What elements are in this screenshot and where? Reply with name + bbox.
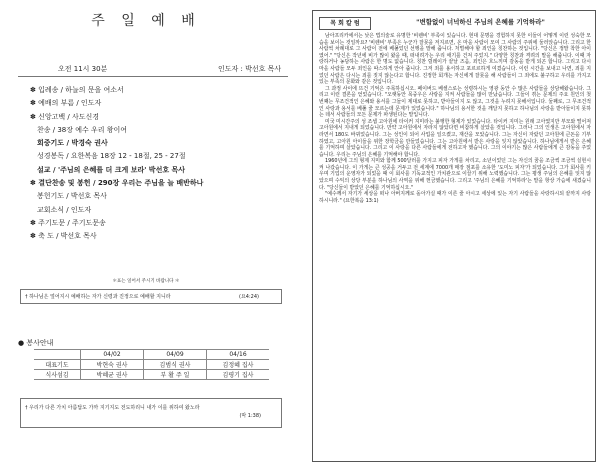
- order-item: ✽ 결단찬송 및 봉헌 / 290장 우리는 주님을 늘 배반하나: [30, 179, 204, 188]
- column-title: "변함없이 너넉하신 주님의 은혜를 기억하라": [416, 18, 545, 26]
- bulletin-left-panel: [0, 0, 292, 465]
- bottom-verse-reference: (막 1:38): [239, 413, 261, 419]
- table-cell: 부 활 주 일: [144, 370, 207, 380]
- table-header-cell: [34, 350, 81, 360]
- column-paragraph: 남아프리카에서는 낮은 법의술로 유명한 '비렌비' 부족이 있습니다. 현대 문명을 경험하지 못한 이들이 어떻게 이런 성숙한 모습을 보이는 것일까요? '비렌비' 부족은 누군가 잘못을 저지르면, 온 마을 사람이 모여 그 사람의 주위에 둘러앉습니다. 그리고 한 사람씩 차례대로 그 사람이 전에 베풀었던 선행을 말해 줍니다. 처벌해야 할 죄인을 칭찬하는 것입니다. "당신은 정말 착한 아이였어." "당신은 작년에 비가 많이 왔을 때, 떠내려가는 우리 애기를 건져 주었지." 다양한 칭찬과 격려의 말을 해줍니다. 이때 자랑하거나 농담하는 사람은 한 명도 없습니다. 칭찬 릴레이가 끝날 즈음, 죄인은 흐느끼며 감동을 받게 되곤 합니다. 그리고 다시 마을 사람들 모두 죄인을 따스하게 안아 줍니다. 그저 죄를 용서하고 포르르하게 여겼습니다. 이런 시간을 보내고 나면, 죄를 지었던 사람은 다시는 죄를 짓지 않는다고 합니다. 진정한 회개는 자신에게 잘못을 해 사람들이 그 죄에도 불구하고 우리를 가지고 있는 부족의 문화와 같은 것입니다.: [319, 33, 591, 86]
- table-header-cell: 04/02: [81, 350, 144, 360]
- table-header-cell: 04/16: [207, 350, 270, 360]
- order-item: 회중기도 / 박경숙 권사: [37, 139, 108, 148]
- pastoral-column-panel: [312, 10, 596, 462]
- bottom-verse-text: † 우리가 다른 가치 아름답도 가까 지기지도 전도하리니 내가 이를 위하여 왔노라: [25, 405, 200, 411]
- standing-note: ＊표는 일어서 주시기 바랍니다 ＊: [112, 279, 180, 284]
- order-item: 설교 / '주님의 은혜를 더 크게 보라' 박선호 목사: [37, 165, 186, 174]
- column-label: 목 회 칼 럼: [319, 17, 371, 30]
- table-cell: 김범식 권사: [144, 360, 207, 370]
- order-item: ✽ 신앙고백 / 사도신경: [30, 112, 99, 121]
- service-leader: 인도자 : 박선호 목사: [218, 65, 282, 73]
- table-header-cell: 04/09: [144, 350, 207, 360]
- bottom-verse-box: [20, 398, 282, 428]
- table-row: [34, 370, 269, 380]
- verse-reference: (요4:24): [239, 294, 259, 300]
- column-paragraph: 그 과정 사이에 뜨건 기억은 주목하십시오. 페이버드 베셀스로는 성령하시는 영광 동안 수 많은 사람들을 상담해왔습니다. 그리고 이런 결론을 얻었습니다. "오랫동안 목중우은 사랑을 지켜 사람들을 많이 만났습니다. 그들이 겪는 문제의 주요 원인의 첫 번째는 무조건적인 은혜와 용서를 그들이 제대로 못하고, 받아들이지 도 않고, 그것을 누려지 못해서입니다. 둘째로, 그 무조건적인 사랑과 용서를 베풀 줄 모르는데 문제가 있었습니다." 하나님의 용서한 것을 깨달지 못하고 하나님의 사랑을 받아들이지 못하는 데서 사람들의 모든 문제가 파생된다는 말입니다.: [319, 85, 591, 119]
- order-item: 봉헌기도 / 박선호 목사: [37, 192, 107, 201]
- service-time-row: [58, 64, 288, 74]
- order-item: 찬송 / 38장 예수 우리 왕이여: [37, 125, 128, 134]
- order-item: ✽ 주기도문 / 주기도문송: [30, 218, 106, 227]
- column-paragraph: 미국 미시간주의 성 조셉 고아원에 타이커 지미라는 불행한 형제가 있었습니다. 타이커 지미는 원래 고아였지만 부모와 떨어져 고아원에서 지내게 되었습니다. 만약 고아원에서 자라지 않았다면 비참하게 살았을 것입니다. 그러나 그의 인생은 고아원에서 자라면서 180도 바뀌었습니다. 그는 성인이 되어 사업을 일으켰고, 재산을 모았습니다. 그는 자신이 자랐던 고아원에 큰돈을 기부하였고, 고아원 아이들을 위한 장학금을 만들었습니다. 그는 고아원에서 받은 사랑을 잊지 않았습니다. 하나님에게서 받은 은혜를 기억하며 살았습니다. 그리고 이 사랑을 다른 사람들에게 전하고자 했습니다. 그의 이야기는 많은 사람들에게 큰 감동을 주었습니다. 우리는 주님의 은혜를 기억해야 합니다.: [319, 118, 591, 158]
- table-header-row: [34, 350, 269, 360]
- verse-text: † 하나님은 엎어지시 예배하는 자가 신령과 진정으로 예배할 지니라: [25, 294, 171, 300]
- divider: [18, 76, 288, 77]
- table-cell: 김평기 집사: [207, 370, 270, 380]
- service-schedule-table: [34, 349, 269, 380]
- table-cell: 김정혜 집사: [207, 360, 270, 370]
- column-paragraph: 1960년에 그의 형제 지미와 함께 500달러를 가지고 피자 가게를 차리고, 소년이었던 그는 자신의 꿈을 조금씩 조금씩 실현시켜 나갔습니다. 이 가게는 큰 성공을 거두고 전 세계에 7000개 매장 점포를 소유한 '도미노 피자'가 되었습니다. 그가 회사를 키우며 기업의 운영자가 되었을 때 이 회사를 기독교적인 가치관으로 이끌기 위해 노력했습니다. 그는 평생 주님의 은혜를 잊지 않았으며 수익의 상당 부분을 하나님의 사역을 위해 헌금했습니다. 그리고 '주님의 은혜를 기억하라'는 말을 항상 가슴에 새겼습니다. "당신들이 받았던 은혜를 기억하십시오.": [319, 158, 591, 191]
- table-cell: 박현숙 권사: [81, 360, 144, 370]
- table-cell: 대표기도: [34, 360, 81, 370]
- order-item: 성경봉독 / 요한복음 18장 12 - 18절, 25 - 27절: [37, 152, 186, 161]
- order-of-worship: [30, 84, 290, 244]
- table-cell: 박혜균 권사: [81, 370, 144, 380]
- column-paragraph: "예수께서 자기가 세상을 떠나 아버지께로 돌아가실 때가 이른 줄 아시고 세상에 있는 자기 사람들을 사랑하시되 끝까지 사랑하시니라." (요한복음 13:1): [319, 191, 591, 204]
- service-title: 주 일 예 배: [91, 13, 201, 29]
- order-item: ✽ 축 도 / 박선호 목사: [30, 232, 97, 241]
- table-row: [34, 360, 269, 370]
- order-item: ✽ 입례송 / 하늘의 문을 여소서: [30, 86, 124, 94]
- order-item: ✽ 예배의 부름 / 인도자: [30, 99, 102, 108]
- order-item: 교회소식 / 인도자: [37, 205, 92, 214]
- table-cell: 식사섬김: [34, 370, 81, 380]
- verse-box: [20, 289, 282, 304]
- service-schedule-title: ● 봉사안내: [18, 339, 54, 347]
- service-time: 오전 11시 30분: [58, 65, 108, 73]
- column-body: [319, 33, 591, 204]
